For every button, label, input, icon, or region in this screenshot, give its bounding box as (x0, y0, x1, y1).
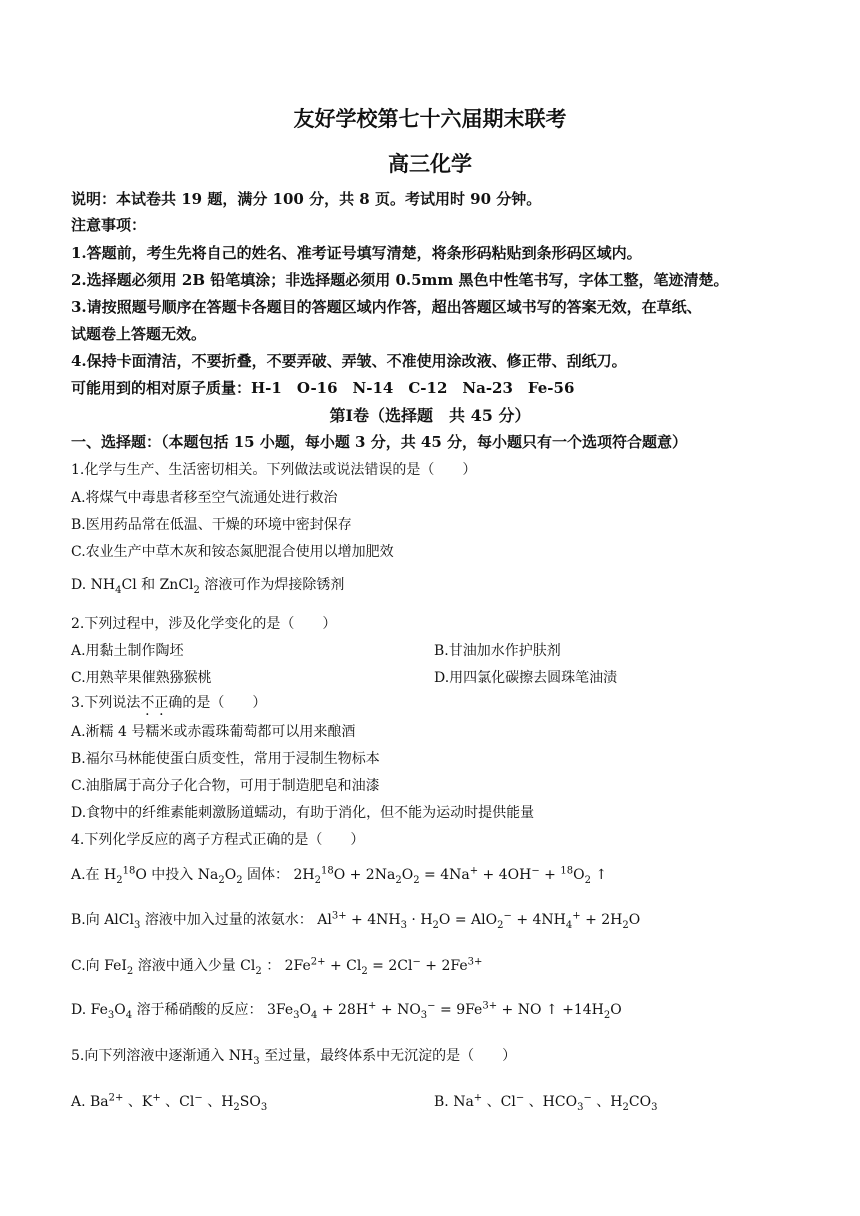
stem-text: 至过量，最终体系中无沉淀的是（ ） (264, 1048, 517, 1064)
emphasized-char: 正 (154, 695, 169, 711)
equation: $2Fe^{2+} + Cl_2 = 2Cl^- + 2Fe^{3+}$ (284, 956, 483, 977)
subject-title: 高三化学 (388, 151, 472, 176)
instruction-item: 1.答题前，考生先将自己的姓名、准考证号填写清楚，将条形码粘贴到条形码区域内。 (71, 244, 642, 262)
question-1-option-b: B.医用药品常在低温、干燥的环境中密封保存 (71, 517, 352, 533)
question-4-option-c: C.向 FeI$_2$ 溶液中通入少量 $Cl_2$ ： $2Fe^{2+} + Cl_2 = 2Cl^- + 2Fe^{3+}$ (71, 956, 483, 977)
option-label: D. (71, 577, 87, 593)
instruction-item: 4.保持卡面清洁，不要折叠，不要弄破、弄皱、不准使用涂改液、修正带、刮纸刀。 (71, 352, 627, 370)
emphasized-char: 不 (140, 695, 155, 711)
school-title: 友好学校第七十六届期末联考 (293, 106, 567, 131)
question-3-option-b: B.福尔马林能使蛋白质变性，常用于浸制生物标本 (71, 751, 380, 767)
question-2-option-a: A.用黏土制作陶坯 (71, 643, 184, 659)
question-3-option-c: C.油脂属于高分子化合物，可用于制造肥皂和油漆 (71, 778, 380, 794)
option-text: 溶于稀硝酸的反应： (136, 1002, 263, 1018)
option-text: 和 (141, 577, 156, 593)
question-5-option-a: A. $Ba^{2+}$ 、K+ 、Cl− 、$H_2SO_3$ (71, 1092, 268, 1113)
instruction-item: 2.选择题必须用 2B 铅笔填涂；非选择题必须用 0.5mm 黑色中性笔书写，字体工整，笔迹清楚。 (71, 271, 729, 289)
question-3-stem (71, 692, 266, 712)
stem-text: 5.向下列溶液中逐渐通入 (71, 1048, 225, 1064)
equation: $Al^{3+} + 4NH_3 \cdot H_2O = AlO_2^- + 4NH_4^+ + 2H_2O$ (317, 910, 641, 931)
option-text: C.向 (71, 958, 100, 974)
question-5-option-b: B. Na+ 、Cl− 、$HCO_3^-$ 、$H_2CO_3$ (434, 1092, 658, 1113)
question-1-option-d: D. $NH_4Cl$ 和 ZnCl$_2$ 溶液可作为焊接除锈剂 (71, 577, 345, 596)
option-text: ： (266, 958, 281, 974)
option-text: B.向 (71, 912, 100, 928)
option-text: 溶液可作为焊接除锈剂 (204, 577, 345, 593)
section-heading: 一、选择题：（本题包括 15 小题，每小题 3 分，共 45 分，每小题只有一个选项符合题意） (71, 433, 688, 451)
question-1-option-c: C.农业生产中草木灰和铵态氮肥混合使用以增加肥效 (71, 544, 394, 560)
option-text: 中投入 (151, 867, 194, 883)
question-3-option-a: A.淅糯 4 号糯米或赤霞珠葡萄都可以用来酿酒 (71, 724, 356, 740)
question-5-stem: 5.向下列溶液中逐渐通入 $NH_3$ 至过量，最终体系中无沉淀的是（ ） (71, 1048, 517, 1067)
option-label: B. (434, 1094, 449, 1110)
instruction-item: 试题卷上答题无效。 (71, 325, 207, 343)
option-text: 溶液中通入少量 (137, 958, 236, 974)
equation: $3Fe_3O_4 + 28H^+ + NO_3^- = 9Fe^{3+}$ + NO ↑ $+14H_2O$ (267, 1000, 622, 1021)
equation: $2H_2^{18}O + 2Na_2O_2 = 4Na^+ + 4OH^- + ^{18}O_2$ ↑ (293, 865, 608, 886)
stem-text: 确的是（ ） (168, 695, 267, 711)
stem-text: 3.下列说法 (71, 695, 141, 711)
option-text: A.在 (71, 867, 100, 883)
question-2-option-b: B.甘油加水作护肤剂 (434, 643, 561, 659)
atomic-masses: 可能用到的相对原子质量：H-1 O-16 N-14 C-12 Na-23 Fe-56 (71, 379, 575, 397)
question-2-stem: 2.下列过程中，涉及化学变化的是（ ） (71, 616, 337, 632)
question-3-option-d: D.食物中的纤维素能刺激肠道蠕动，有助于消化，但不能为运动时提供能量 (71, 805, 535, 821)
section-title: 第Ⅰ卷（选择题 共 45 分） (329, 406, 531, 425)
exam-note: 说明：本试卷共 19 题，满分 100 分，共 8 页。考试用时 90 分钟。 (71, 190, 542, 208)
option-label: A. (71, 1094, 86, 1110)
question-4-option-a: A.在 $H_2^{18}O$ 中投入 $Na_2O_2$ 固体： $2H_2^{18}O + 2Na_2O_2 = 4Na^+ + 4OH^- + ^{18}O_2$ ↑ (71, 865, 608, 886)
question-4-stem: 4.下列化学反应的离子方程式正确的是（ ） (71, 832, 365, 848)
instruction-item: 3.请按照题号顺序在答题卡各题目的答题区域内作答，超出答题区域书写的答案无效，在草纸、 (71, 298, 702, 316)
question-1-stem: 1.化学与生产、生活密切相关。下列做法或说法错误的是（ ） (71, 462, 477, 478)
attention-heading: 注意事项： (71, 216, 147, 234)
question-4-option-b: B.向 AlCl$_3$ 溶液中加入过量的浓氨水： $Al^{3+} + 4NH_3 \cdot H_2O = AlO_2^- + 4NH_4^+ + 2H_2O$ (71, 910, 641, 931)
question-2-option-c: C.用熟苹果催熟猕猴桃 (71, 670, 212, 686)
question-2-option-d: D.用四氯化碳擦去圆珠笔油渍 (434, 670, 618, 686)
option-text: 固体： (247, 867, 290, 883)
option-text: 溶液中加入过量的浓氨水： (144, 912, 313, 928)
question-4-option-d: D. $Fe_3O_4$ 溶于稀硝酸的反应： $3Fe_3O_4 + 28H^+ + NO_3^- = 9Fe^{3+}$ + NO ↑ $+14H_2O$ (71, 1000, 622, 1021)
option-text: D. (71, 1002, 87, 1018)
question-1-option-a: A.将煤气中毒患者移至空气流通处进行救治 (71, 490, 338, 506)
